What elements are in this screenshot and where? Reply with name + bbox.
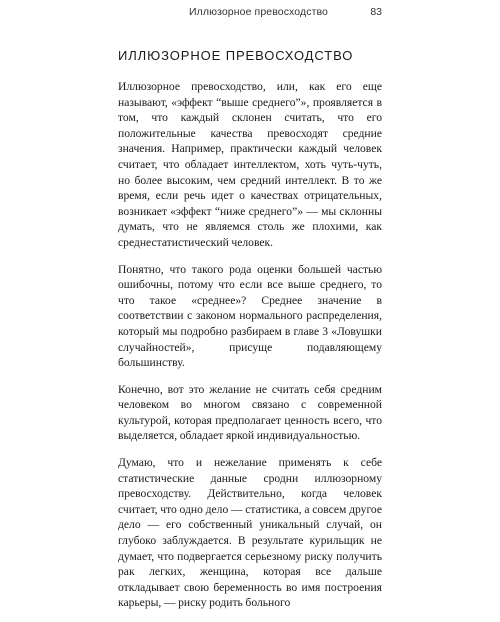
paragraph-1: Иллюзорное превосходство, или, как его еще называют, «эффект “выше среднего”», проявляется в том, что каждый склонен считать, что его положительные качества превосходят средние значения. Например, практически каждый человек считает, что обладает интеллектом, хоть чуть-чуть, но более высоким, чем средний интеллект. В то же время, если речь идет о качествах отрицательных, возникает «эффект “ниже среднего”» — мы склонны думать, что не являемся столь же плохими, как среднестатистический человек. bbox=[118, 80, 382, 249]
running-header bbox=[118, 6, 382, 22]
paragraph-2: Понятно, что такого рода оценки большей частью ошибочны, потому что если все выше среднего, то что такое «среднее»? Среднее значение в соответствии с законом нормального распределения, который мы подробно разбираем в главе 3 «Ловушки случайностей», присуще подавляющему большинству. bbox=[118, 262, 382, 370]
page-content bbox=[118, 48, 382, 622]
running-title: Иллюзорное превосходство bbox=[189, 6, 328, 18]
page-number: 83 bbox=[370, 6, 382, 18]
paragraph-4: Думаю, что и нежелание применять к себе статистические данные сродни иллюзорному превосходству. Действительно, когда человек считает, что одно дело — статистика, а совсем другое дело — его собственный уникальный случай, он глубоко заблуждается. В результате курильщик не думает, что подвергается серьезному риску получить рак легких, женщина, которая все дальше откладывает свою беременность во имя построения карьеры, — риску родить больного bbox=[118, 456, 382, 610]
section-title: ИЛЛЮЗОРНОЕ ПРЕВОСХОДСТВО bbox=[118, 48, 354, 63]
paragraph-3: Конечно, вот это желание не считать себя средним человеком во многом связано с современной культурой, которая предполагает ценность всего, что выделяется, обладает яркой индивидуальностью. bbox=[118, 382, 382, 443]
